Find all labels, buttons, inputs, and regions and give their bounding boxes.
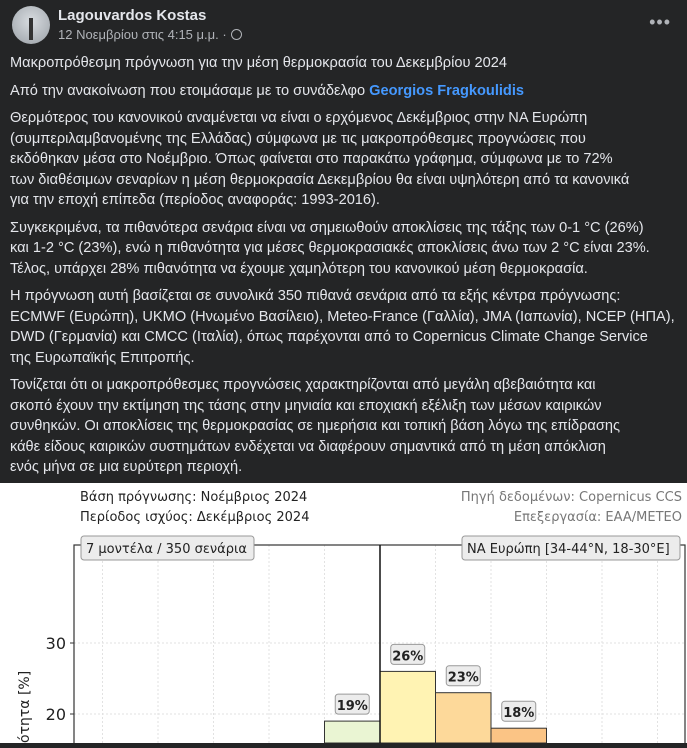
forecast-chart-image [0, 483, 687, 743]
paragraph-line: για την εποχή επίπεδα (περίοδος αναφοράς: 1993-2016). [10, 192, 380, 208]
post-header [0, 0, 687, 50]
bar-label: 18% [503, 706, 535, 722]
mention-prefix: Από την ανακοίνωση που ετοιμάσαμε με το συνάδελφο [10, 82, 370, 99]
chart-header-left: Περίοδος ισχύος: Δεκέμβριος 2024 [80, 510, 310, 525]
paragraph-line: ενός μήνα σε μια ευρύτερη περιοχή. [10, 459, 243, 475]
bar-label: 26% [392, 649, 424, 665]
mention-link[interactable]: Georgios Fragkoulidis [369, 82, 525, 99]
paragraph-line: της Ευρωπαϊκής Επιτροπής. [10, 349, 195, 366]
post-paragraph [10, 286, 685, 368]
paragraph-line: Η πρόγνωση αυτή βασίζεται σε συνολικά 350 πιθανά σενάρια από τα εξής κέντρα πρόγνωσης: [10, 288, 621, 304]
info-box-left-text: 7 μοντέλα / 350 σενάρια [86, 542, 247, 557]
paragraph-line: κάθε είδους καιρικών συστημάτων ενδέχεται να διαφέρουν σημαντικά από τη μέση απόκλιση [10, 438, 606, 455]
paragraph-line: DWD (Γερμανία) και CMCC (Ιταλία), όπως παρέχονται από το Copernicus Climate Change Service [10, 329, 648, 345]
paragraph-line: (συμπεριλαμβανομένης της Ελλάδας) σύμφωνα με τις μακροπρόθεσμες προγνώσεις που [10, 130, 586, 147]
y-tick-label: 30 [45, 634, 66, 653]
y-tick-label: 20 [45, 705, 66, 724]
post-body [10, 53, 685, 485]
paragraph-line: συνθηκών. Οι αποκλίσεις της θερμοκρασίας σε ημερήσια και τοπική βάση λόγω της επίδρασης [10, 418, 621, 434]
paragraph-line: και 1-2 °C (23%), ενώ η πιθανότητα για μέσες θερμοκρασιακές αποκλίσεις άνω των 2 °C είναι 23%. [10, 240, 650, 256]
bar-label: 23% [447, 670, 479, 686]
paragraph-line: εκδόθηκαν μέσα στο Νοέμβριο. Όπως φαίνεται στο παρακάτω γράφημα, σύμφωνα με το 72% [10, 151, 613, 167]
chart-header-right: Επεξεργασία: EAA/METEO [513, 510, 682, 525]
y-axis-label: ότητα [%] [17, 670, 33, 743]
histogram-bar [325, 721, 381, 743]
paragraph-line: Θερμότερος του κανονικού αναμένεται να είναι ο ερχόμενος Δεκέμβριος στην ΝΑ Ευρώπη [10, 110, 588, 126]
author-name[interactable]: Lagouvardos Kostas [58, 7, 207, 24]
post-paragraph [10, 218, 685, 280]
paragraph-line: Τέλος, υπάρχει 28% πιθανότητα να έχουμε χαμηλότερη του κανονικού μέση θερμοκρασία. [10, 260, 588, 277]
chart-svg [0, 483, 687, 743]
post-meta [58, 27, 242, 42]
avatar[interactable] [12, 6, 50, 44]
post-paragraph [10, 375, 685, 478]
post-title-line: Μακροπρόθεσμη πρόγνωση για την μέση θερμοκρασία του Δεκεμβρίου 2024 [10, 55, 507, 71]
paragraph-line: ECMWF (Ευρώπη), UKMO (Ηνωμένο Βασίλειο), Meteo-France (Γαλλία), JMA (Ιαπωνία), NCEP (ΗΠΑ), [10, 308, 675, 325]
histogram-bar [436, 693, 492, 743]
histogram-bar [380, 671, 436, 743]
timestamp[interactable]: 12 Νοεμβρίου στις 4:15 μ.μ. · [58, 27, 227, 42]
bar-label: 19% [336, 699, 368, 715]
paragraph-line: Τονίζεται ότι οι μακροπρόθεσμες προγνώσεις χαρακτηρίζονται από μεγάλη αβεβαιότητα και [10, 377, 596, 393]
post-paragraph [10, 108, 685, 211]
paragraph-line: των διαθέσιμων σεναρίων η μέση θερμοκρασία Δεκεμβρίου θα είναι υψηλότερη από τα κανονικά [10, 171, 630, 188]
chart-header-left: Βάση πρόγνωσης: Νοέμβριος 2024 [80, 490, 308, 505]
chart-header-right: Πηγή δεδομένων: Copernicus CCS [460, 490, 682, 505]
globe-icon [231, 29, 242, 40]
mention-line [10, 81, 685, 102]
more-options-button[interactable]: ••• [649, 12, 671, 32]
histogram-bar [491, 728, 547, 743]
paragraph-line: σκοπό έχουν την εκτίμηση της τάσης στην μηνιαία και εποχιακή εξέλιξη των μέσων καιρικών [10, 397, 602, 414]
info-box-right-text: ΝΑ Ευρώπη [34-44°N, 18-30°E] [467, 542, 670, 557]
paragraph-line: Συγκεκριμένα, τα πιθανότερα σενάρια είναι να σημειωθούν αποκλίσεις της τάξης των 0-1 °C (26%) [10, 219, 644, 236]
